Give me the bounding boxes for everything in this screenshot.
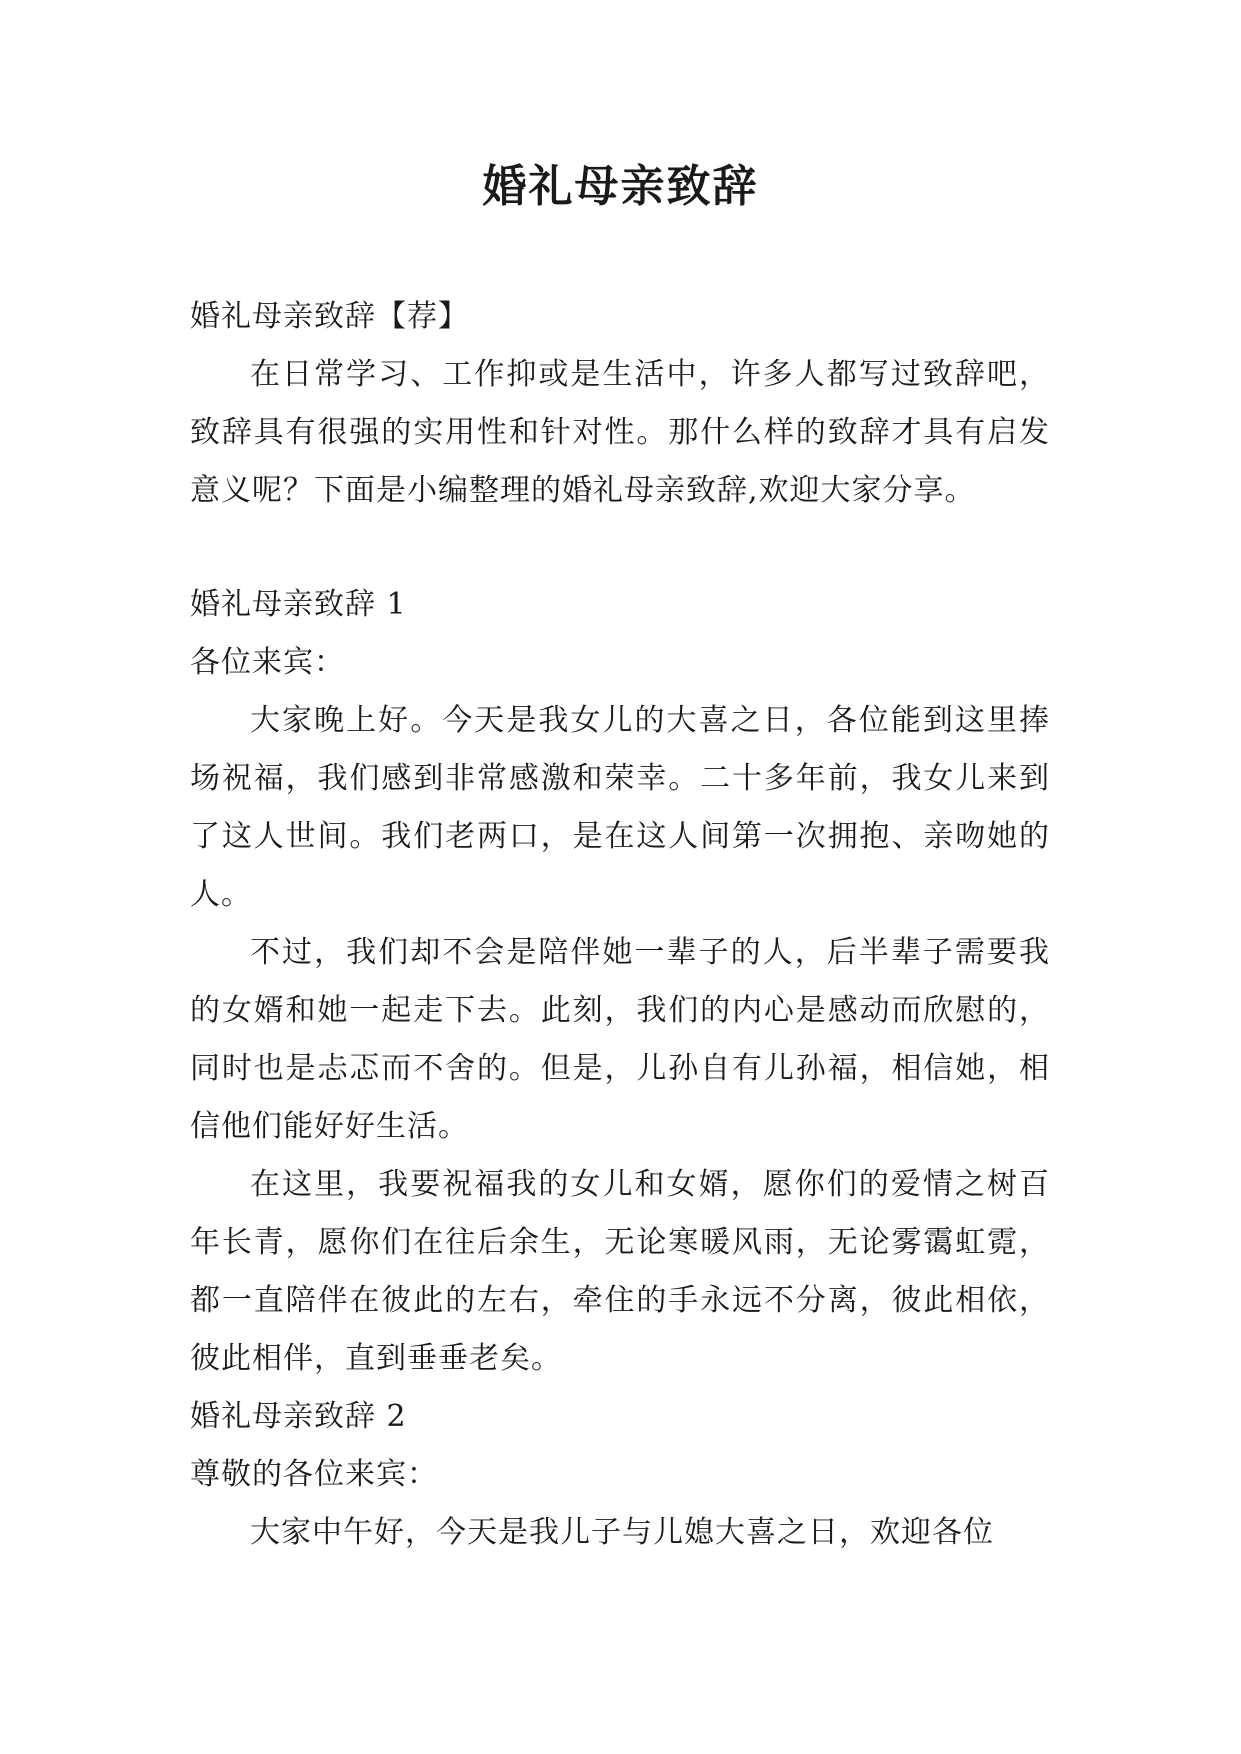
intro-paragraph: 在日常学习、工作抑或是生活中，许多人都写过致辞吧，致辞具有很强的实用性和针对性。那什么样的致辞才具有启发意义呢？下面是小编整理的婚礼母亲致辞,欢迎大家分享。 [190, 357, 1050, 508]
speech-1-paragraph: 在这里，我要祝福我的女儿和女婿，愿你们的爱情之树百年长青，愿你们在往后余生，无论寒暖风雨，无论雾霭虹霓，都一直陪伴在彼此的左右，牵住的手永远不分离，彼此相依，彼此相伴，直到垂垂老矣。 [190, 1167, 1050, 1376]
speech-2-salutation: 尊敬的各位来宾： [190, 1457, 438, 1492]
speech-1-paragraph: 大家晚上好。今天是我女儿的大喜之日，各位能到这里捧场祝福，我们感到非常感激和荣幸。二十多年前，我女儿来到了这人世间。我们老两口，是在这人间第一次拥抱、亲吻她的人。 [190, 703, 1050, 912]
speech-1-heading: 婚礼母亲致辞 1 [190, 587, 407, 622]
speech-1-paragraph: 不过，我们却不会是陪伴她一辈子的人，后半辈子需要我的女婿和她一起走下去。此刻，我们的内心是感动而欣慰的，同时也是忐忑而不舍的。但是，儿孙自有儿孙福，相信她，相信他们能好好生活。 [190, 935, 1050, 1144]
article-heading: 婚礼母亲致辞【荐】 [190, 299, 469, 334]
speech-2-paragraph: 大家中午好，今天是我儿子与儿媳大喜之日，欢迎各位 [250, 1515, 994, 1550]
section-gap [190, 520, 1050, 576]
document-title: 婚礼母亲致辞 [482, 161, 759, 212]
document-body [190, 288, 1050, 1562]
speech-2-heading: 婚礼母亲致辞 2 [190, 1399, 407, 1434]
speech-1-salutation: 各位来宾： [190, 645, 345, 680]
